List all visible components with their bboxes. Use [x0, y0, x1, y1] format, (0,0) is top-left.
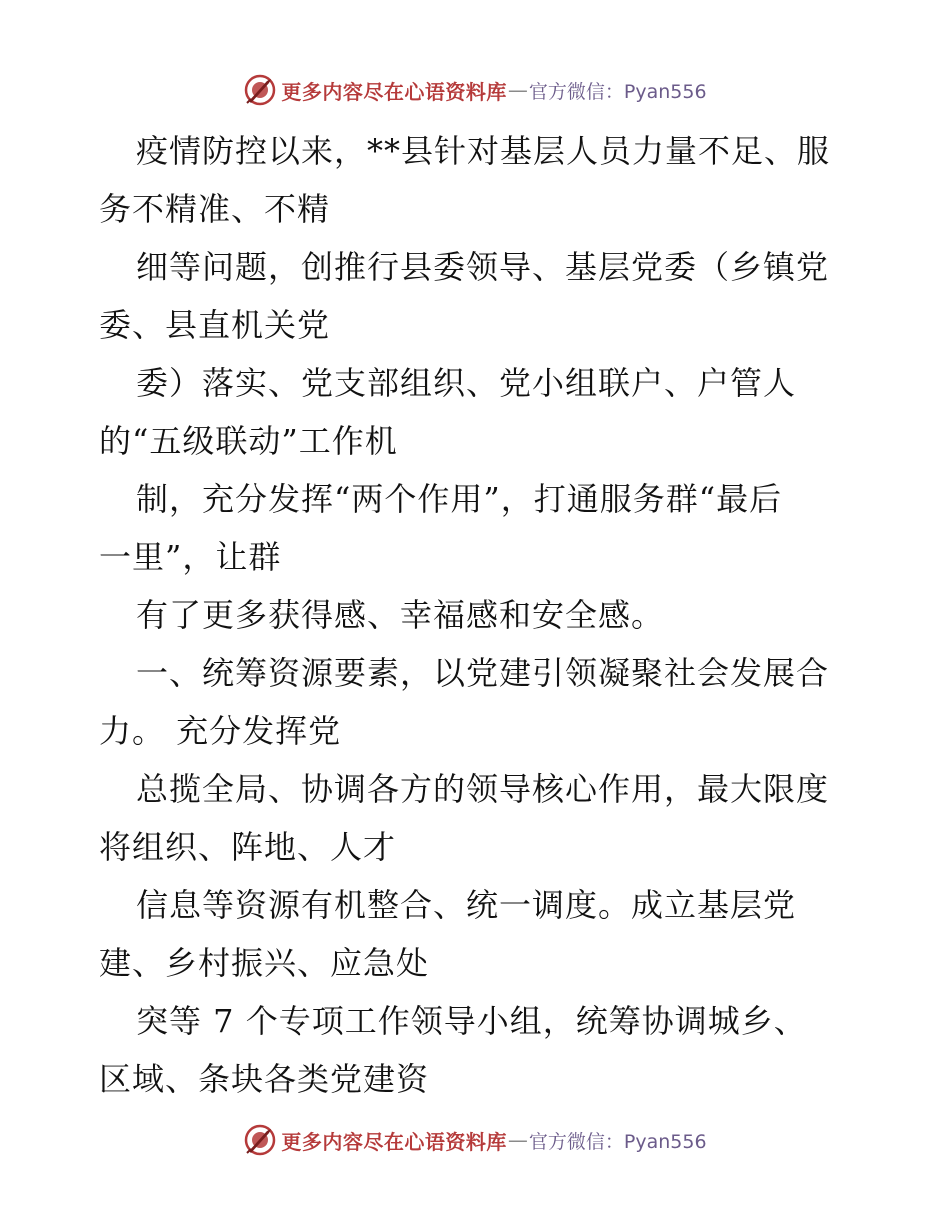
text-line: 委、县直机关党 — [99, 306, 331, 344]
footer-banner-title: 更多内容尽在心语资料库 — [281, 1129, 507, 1154]
text-line: 力。 充分发挥党 — [99, 712, 342, 750]
text-line: 制，充分发挥“两个作用”，打通服务群“最后 — [136, 480, 783, 518]
footer-banner-dash: — — [507, 1128, 528, 1152]
text-line: 总揽全局、协调各方的领导核心作用，最大限度 — [136, 770, 830, 808]
text-line: 细等问题，创推行县委领导、基层党委（乡镇党 — [136, 248, 830, 286]
document-body — [99, 122, 859, 1108]
header-banner — [0, 70, 950, 110]
text-line: 一里”，让群 — [99, 538, 282, 576]
header-banner-title: 更多内容尽在心语资料库 — [281, 79, 507, 104]
header-banner-dash: — — [507, 78, 528, 102]
text-line: 突等 7 个专项工作领导小组，统筹协调城乡、 — [136, 1002, 807, 1040]
footer-banner — [0, 1120, 950, 1160]
text-line: 的“五级联动”工作机 — [99, 422, 398, 460]
quill-logo-icon — [243, 1123, 277, 1157]
header-banner-contact: 官方微信：Pyan556 — [528, 80, 707, 103]
text-line: 一、统筹资源要素，以党建引领凝聚社会发展合 — [136, 654, 830, 692]
footer-banner-contact: 官方微信：Pyan556 — [528, 1130, 707, 1153]
text-line: 委）落实、党支部组织、党小组联户、户管人 — [136, 364, 797, 402]
text-line: 信息等资源有机整合、统一调度。成立基层党 — [136, 886, 797, 924]
text-line: 将组织、阵地、人才 — [99, 828, 397, 866]
text-line: 区域、条块各类党建资 — [99, 1060, 430, 1098]
text-line: 有了更多获得感、幸福感和安全感。 — [136, 596, 665, 634]
text-line: 务不精准、不精 — [99, 190, 331, 228]
text-line: 疫情防控以来，**县针对基层人员力量不足、服 — [136, 132, 831, 170]
quill-logo-icon — [243, 73, 277, 107]
text-line: 建、乡村振兴、应急处 — [99, 944, 430, 982]
